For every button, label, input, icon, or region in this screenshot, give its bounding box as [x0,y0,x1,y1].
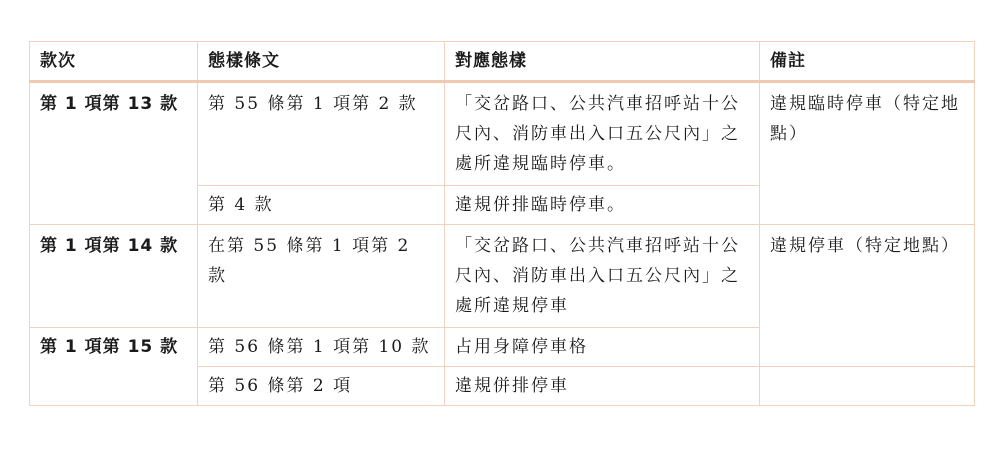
item-cell: 第 1 項第 15 款 [30,328,198,406]
header-note: 備註 [760,42,975,82]
article-cell: 第 56 條第 1 項第 10 款 [198,328,445,367]
note-cell [760,367,975,406]
table-row [30,82,975,186]
violation-table [29,41,975,406]
article-cell: 第 55 條第 1 項第 2 款 [198,82,445,186]
pattern-cell: 違規併排停車 [445,367,760,406]
header-item: 款次 [30,42,198,82]
pattern-cell: 占用身障停車格 [445,328,760,367]
header-article: 態樣條文 [198,42,445,82]
note-cell: 違規停車（特定地點） [760,225,975,367]
header-pattern: 對應態樣 [445,42,760,82]
pattern-cell: 違規併排臨時停車。 [445,186,760,225]
item-cell: 第 1 項第 14 款 [30,225,198,328]
table-header-row [30,42,975,82]
pattern-cell: 「交岔路口、公共汽車招呼站十公尺內、消防車出入口五公尺內」之處所違規臨時停車。 [445,82,760,186]
table-row [30,225,975,328]
note-cell: 違規臨時停車（特定地點） [760,82,975,225]
pattern-cell: 「交岔路口、公共汽車招呼站十公尺內、消防車出入口五公尺內」之處所違規停車 [445,225,760,328]
article-cell: 在第 55 條第 1 項第 2 款 [198,225,445,328]
article-cell: 第 4 款 [198,186,445,225]
item-cell: 第 1 項第 13 款 [30,82,198,225]
article-cell: 第 56 條第 2 項 [198,367,445,406]
